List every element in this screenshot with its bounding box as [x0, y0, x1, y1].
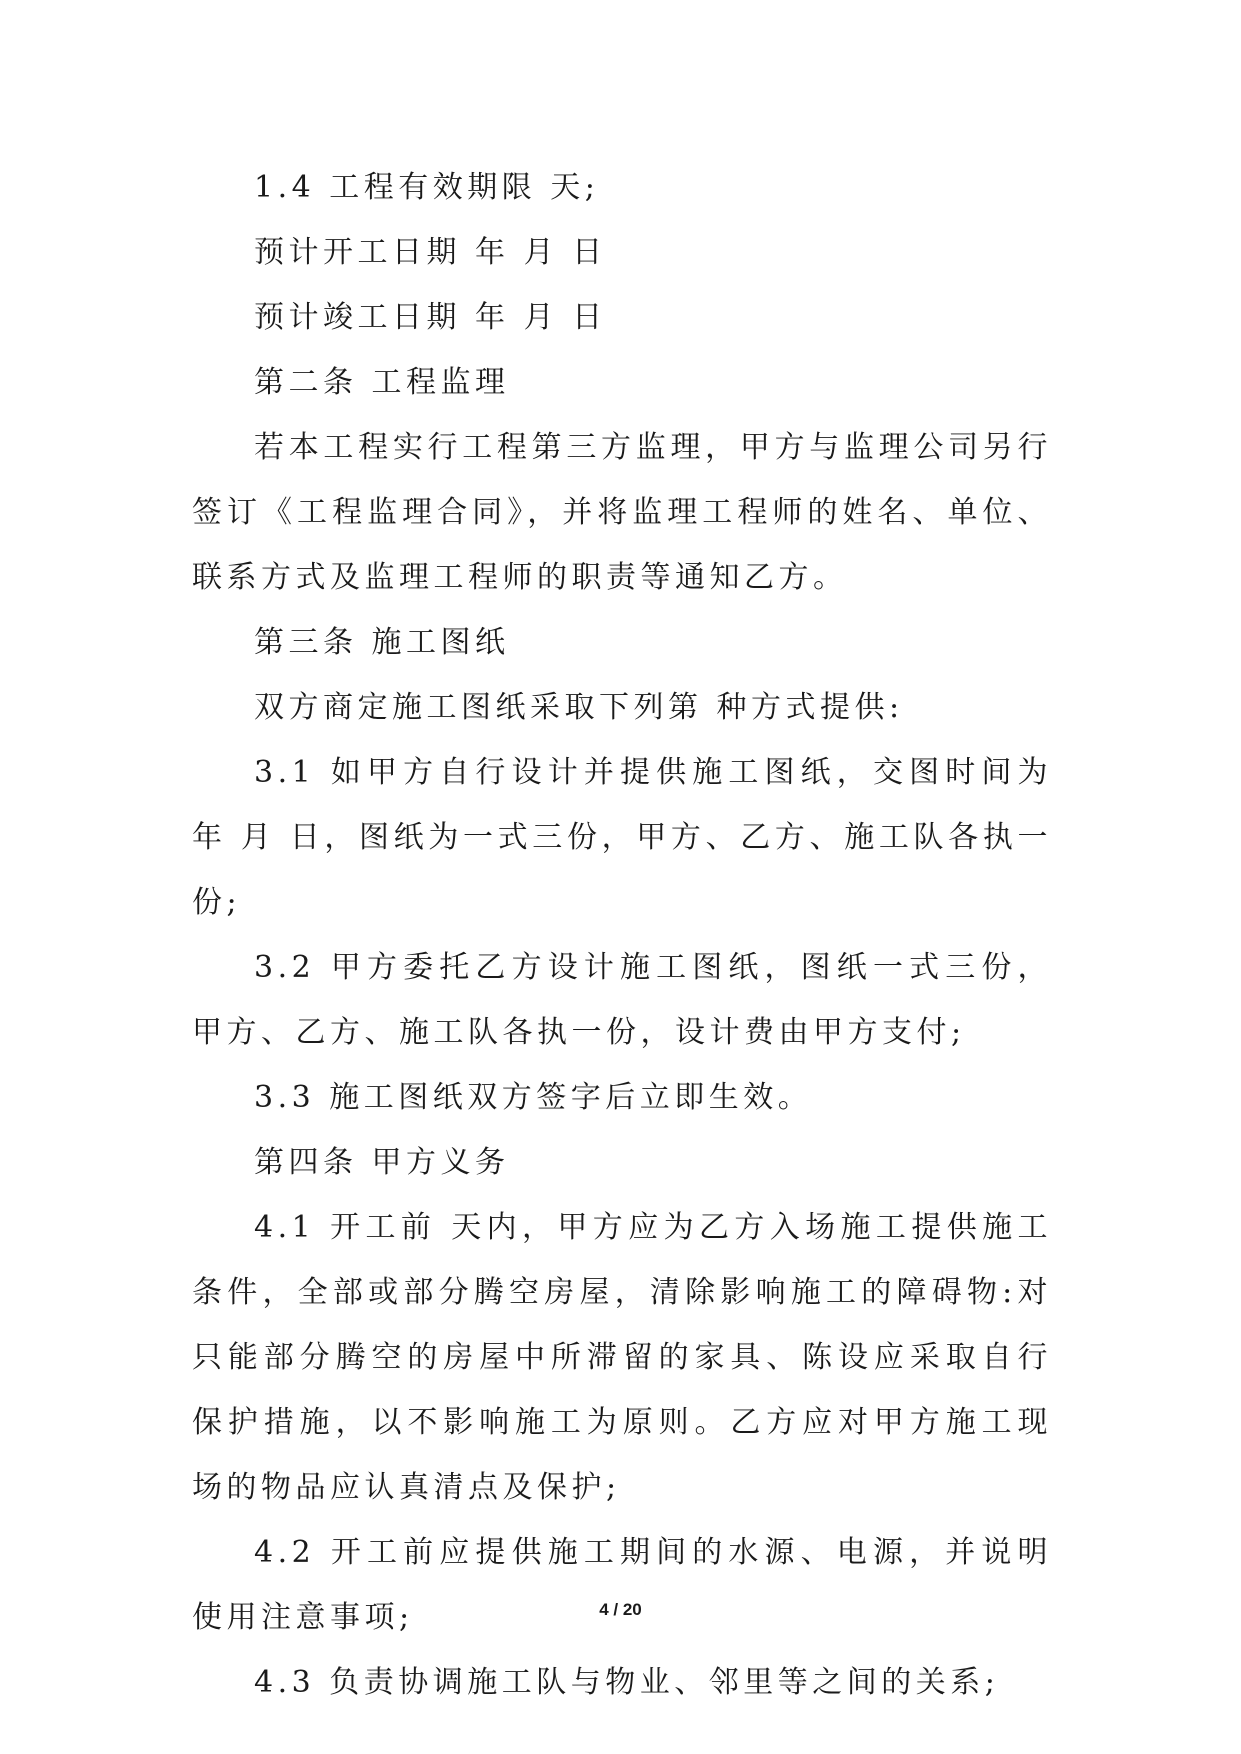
planned-start-date: 预计开工日期 年 月 日 — [254, 235, 607, 270]
clause-4-1: 4.1 开工前 天内，甲方应为乙方入场施工提供施工条件，全部或部分腾空房屋，清除影响施工的障碍物:对只能部分腾空的房屋中所滞留的家具、陈设应采取自行保护措施，以不影响施工为原则。乙方应对甲方施工现场的物品应认真清点及保护; — [192, 1210, 1052, 1505]
page-number: 4 / 20 — [599, 1600, 642, 1619]
clause-3-1: 3.1 如甲方自行设计并提供施工图纸，交图时间为 年 月 日，图纸为一式三份，甲方、乙方、施工队各执一份; — [192, 755, 1067, 920]
clause-4-2: 4.2 开工前应提供施工期间的水源、电源，并说明使用注意事项; — [192, 1535, 1052, 1635]
article-2-body: 若本工程实行工程第三方监理，甲方与监理公司另行签订《工程监理合同》，并将监理工程师的姓名、单位、联系方式及监理工程师的职责等通知乙方。 — [192, 430, 1052, 595]
clause-3-3: 3.3 施工图纸双方签字后立即生效。 — [254, 1080, 813, 1115]
clause-4-3: 4.3 负责协调施工队与物业、邻里等之间的关系; — [254, 1665, 1000, 1700]
clause-1-4-duration: 1.4 工程有效期限 天; — [254, 170, 600, 205]
article-4-heading: 第四条 甲方义务 — [254, 1145, 510, 1180]
clause-3-2: 3.2 甲方委托乙方设计施工图纸，图纸一式三份，甲方、乙方、施工队各执一份，设计费由甲方支付; — [192, 950, 1052, 1050]
planned-completion-date: 预计竣工日期 年 月 日 — [254, 300, 607, 335]
document-body — [192, 155, 1067, 1715]
article-2-heading: 第二条 工程监理 — [254, 365, 510, 400]
article-3-heading: 第三条 施工图纸 — [254, 625, 510, 660]
article-3-intro: 双方商定施工图纸采取下列第 种方式提供: — [254, 690, 904, 725]
